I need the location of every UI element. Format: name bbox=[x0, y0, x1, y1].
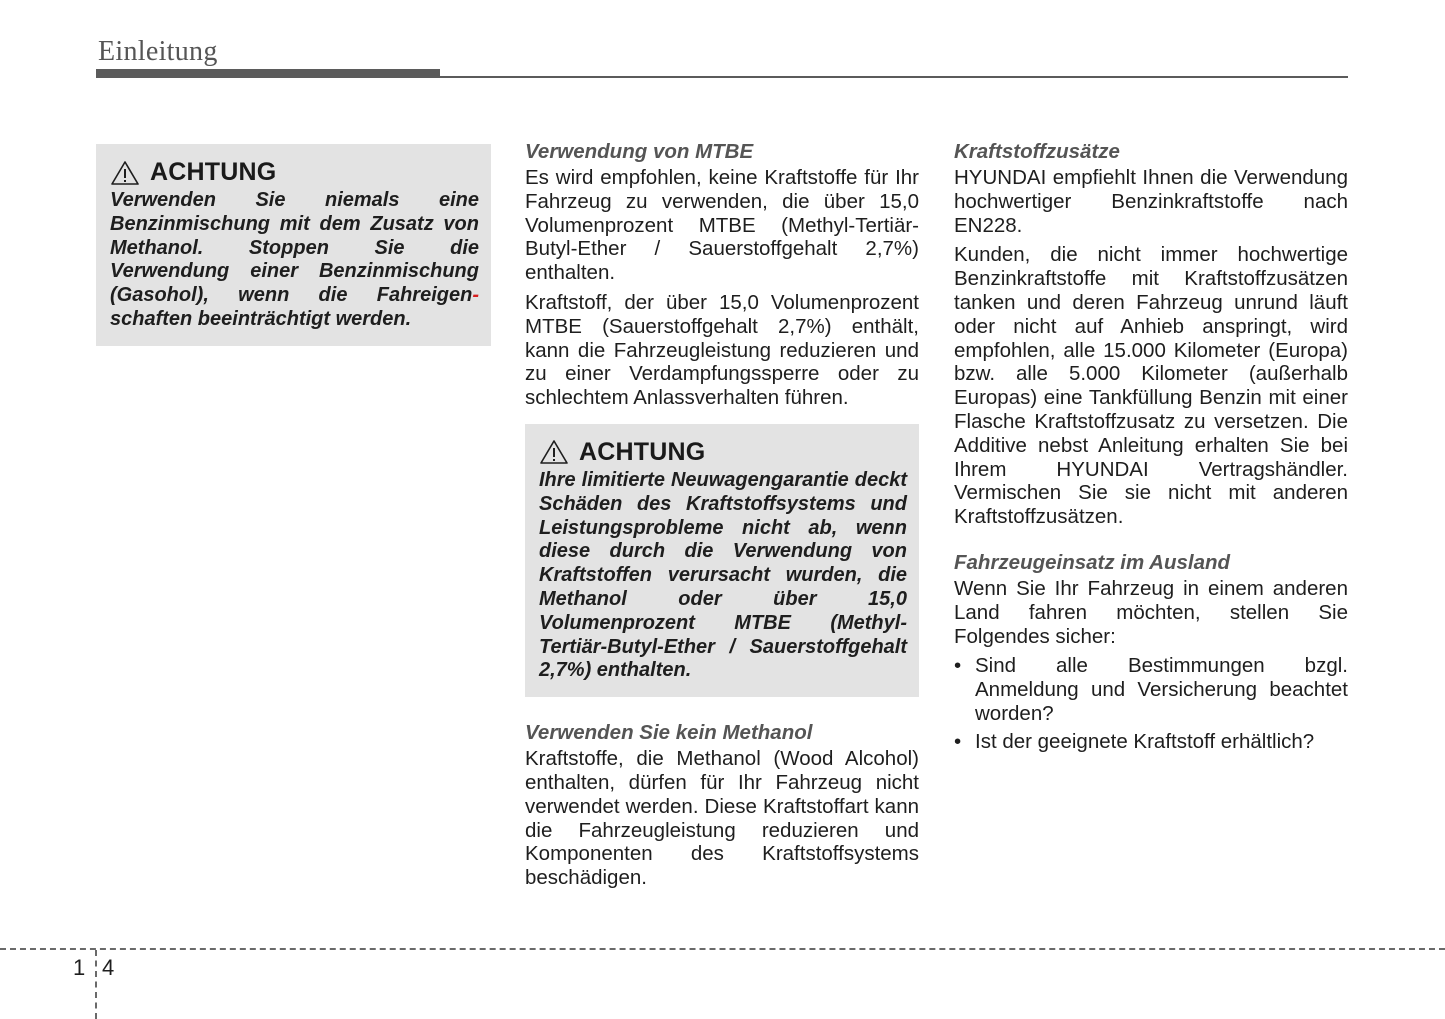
heading-mtbe: Verwendung von MTBE bbox=[525, 140, 754, 163]
mtbe-paragraph-1: Es wird empfohlen, keine Kraftstoffe für Ihr Fahrzeug zu verwenden, die über 15,0 Volumenprozent MTBE (Methyl-Tertiär-Butyl-Ether / Sauerstoffgehalt 2,7%) enthalten. bbox=[525, 166, 919, 285]
list-item: • Sind alle Bestimmungen bzgl. Anmeldung und Versicherung beachtet worden? bbox=[954, 654, 1348, 725]
abroad-paragraph: Wenn Sie Ihr Fahrzeug in einem anderen Land fahren möchten, stellen Sie Folgendes sicher: bbox=[954, 576, 1348, 648]
header-rule-thick bbox=[96, 69, 440, 78]
methanol-paragraph: Kraftstoffe, die Methanol (Wood Alcohol) enthalten, dürfen für Ihr Fahrzeug nicht verwendet werden. Diese Kraftstoffart kann die Fahrzeugleistung reduzieren und Komponenten des Kraftstoffsystems beschädigen. bbox=[525, 747, 919, 890]
heading-abroad: Fahrzeugeinsatz im Ausland bbox=[954, 550, 1231, 574]
section-title: Einleitung bbox=[98, 36, 218, 67]
list-item: • Ist der geeignete Kraftstoff erhältlich? bbox=[954, 729, 1315, 753]
footer-divider bbox=[0, 948, 1445, 950]
caution-text: Ihre limitierte Neuwagengarantie deckt Schäden des Kraftstoffsystems und Leistungsprobleme nicht ab, wenn diese durch die Verwendung von Kraftstoffen verursacht wurden, die Methanol oder über 15,0 Volumenprozent MTBE (Methyl-Tertiär-Butyl-Ether / Sauerstoffgehalt 2,7%) enthalten. bbox=[539, 468, 907, 682]
warning-triangle-icon bbox=[110, 160, 140, 186]
page-chapter-number: 1 bbox=[73, 955, 86, 980]
heading-additives: Kraftstoffzusätze bbox=[954, 140, 1120, 163]
page-number: 4 bbox=[102, 955, 115, 980]
caution-text-tail: schaften beeinträchtigt werden. bbox=[110, 307, 412, 330]
caution-hyphen: - bbox=[472, 284, 479, 307]
column-right bbox=[954, 140, 1348, 758]
column-left bbox=[96, 144, 491, 346]
warning-triangle-icon bbox=[539, 439, 569, 465]
additives-paragraph-2: Kunden, die nicht immer hochwertige Benzinkraftstoffe mit Kraftstoffzusätzen tanken und deren Fahrzeug unrund läuft oder nicht auf Anhieb anspringt, wird empfohlen, alle 15.000 Kilometer (Europa) bzw. alle 5.000 Kilometer (außerhalb Europas) eine Tankfüllung Benzin mit einer Flasche Kraftstoffzusatz zu versetzen. Die Additive nebst Anleitung erhalten Sie bei Ihrem HYUNDAI Vertragshändler. Vermischen Sie sie nicht mit anderen Kraftstoffzusätzen. bbox=[954, 243, 1348, 529]
caution-box-methanol-mix bbox=[96, 144, 491, 346]
header-rule-thin bbox=[440, 76, 1348, 78]
additives-paragraph-1: HYUNDAI empfiehlt Ihnen die Verwendung hochwertiger Benzinkraftstoffe nach EN228. bbox=[954, 166, 1348, 237]
column-middle bbox=[525, 140, 919, 896]
bullet-icon: • bbox=[954, 729, 962, 753]
mtbe-paragraph-2: Kraftstoff, der über 15,0 Volumenprozent MTBE (Sauerstoffgehalt 2,7%) enthält, kann die Fahrzeugleistung reduzieren und zu einer Verdampfungssperre oder zu schlechtem Anlassverhalten führen. bbox=[525, 290, 919, 410]
footer-page-separator bbox=[95, 950, 97, 1019]
caution-title: ACHTUNG bbox=[579, 437, 706, 466]
bullet-icon: • bbox=[954, 654, 962, 678]
heading-no-methanol: Verwenden Sie kein Methanol bbox=[525, 721, 813, 745]
caution-header bbox=[110, 158, 479, 187]
caution-title: ACHTUNG bbox=[150, 158, 277, 186]
caution-text bbox=[110, 189, 479, 332]
caution-text-main: Verwenden Sie niemals eine Benzinmischung mit dem Zusatz von Methanol. Stoppen Sie die Verwendung einer Benzinmischung (Gasohol), wenn die Fahreigen bbox=[110, 189, 479, 307]
abroad-checklist bbox=[954, 654, 1348, 753]
caution-header bbox=[539, 438, 907, 467]
caution-box-warranty bbox=[525, 424, 919, 697]
